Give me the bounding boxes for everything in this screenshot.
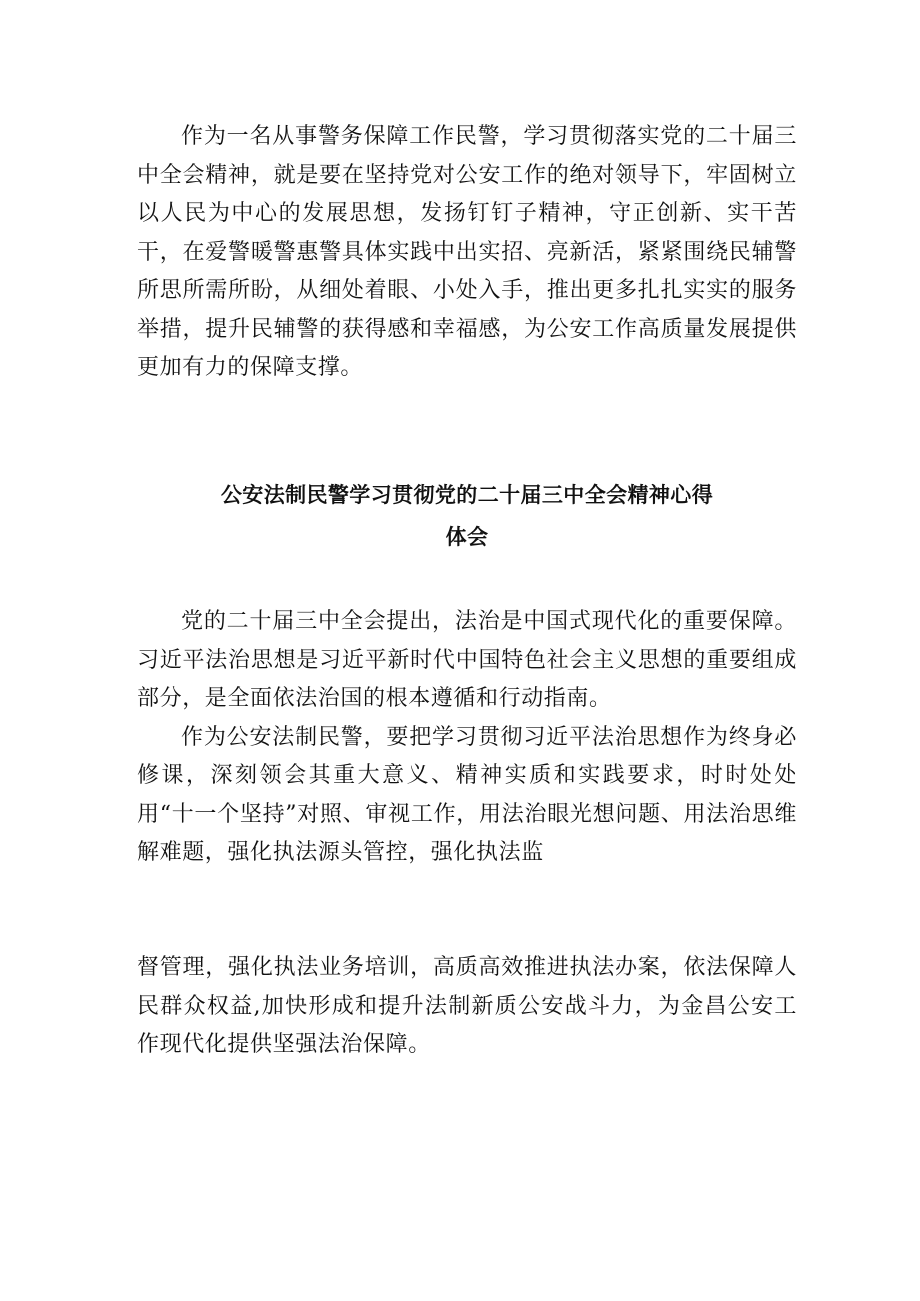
article-title-line-2: 体会 [445, 525, 489, 549]
body-paragraph-2: 作为公安法制民警，要把学习贯彻习近平法治思想作为终身必修课，深刻领会其重大意义、精神实质和实践要求，时时处处用“十一个坚持”对照、审视工作，用法治眼光想问题、用法治思维解难题，强化执法源头管控，强化执法监 [137, 724, 797, 865]
body-paragraph-2-continued: 督管理，强化执法业务培训，高质高效推进执法办案，依法保障人民群众权益,加快形成和提升法制新质公安战斗力，为金昌公安工作现代化提供坚强法治保障。 [137, 955, 797, 1057]
article-title-line-1: 公安法制民警学习贯彻党的二十届三中全会精神心得 [220, 483, 714, 507]
body-section [137, 603, 797, 873]
article-title [137, 474, 797, 558]
intro-paragraph: 作为一名从事警务保障工作民警，学习贯彻落实党的二十届三中全会精神，就是要在坚持党对公安工作的绝对领导下，牢固树立以人民为中心的发展思想，发扬钉钉子精神，守正创新、实干苦干，在爱警暖警惠警具体实践中出实招、亮新活，紧紧围绕民辅警所思所需所盼，从细处着眼、小处入手，推出更多扎扎实实的服务举措，提升民辅警的获得感和幸福感，为公安工作高质量发展提供更加有力的保障支撑。 [137, 124, 797, 380]
body-continuation-section [137, 949, 797, 1065]
intro-section [137, 118, 797, 388]
body-paragraph-1: 党的二十届三中全会提出，法治是中国式现代化的重要保障。习近平法治思想是习近平新时代中国特色社会主义思想的重要组成部分，是全面依法治国的根本遵循和行动指南。 [137, 609, 797, 711]
